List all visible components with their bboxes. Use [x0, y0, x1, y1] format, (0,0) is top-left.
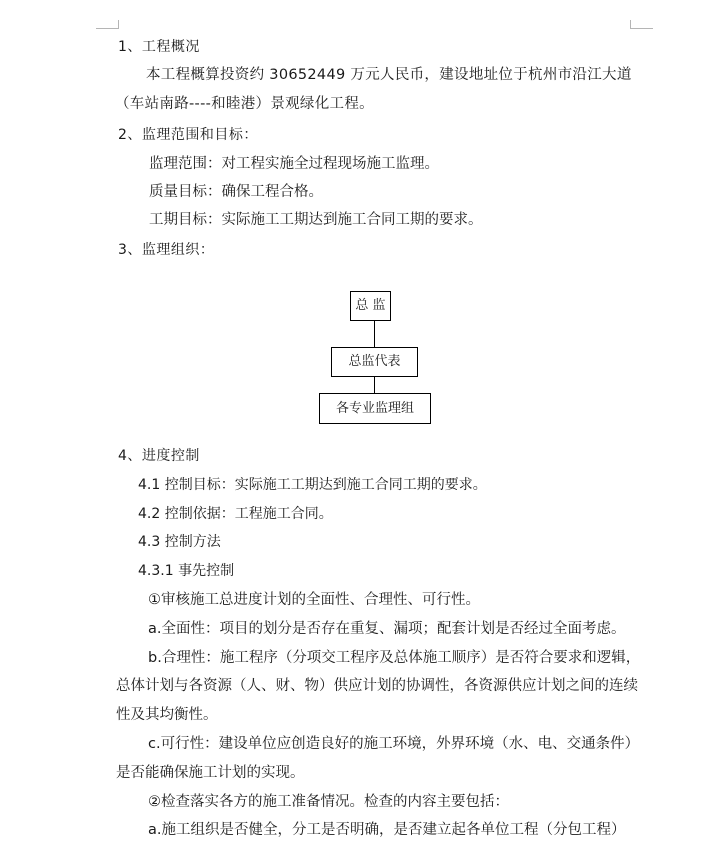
point-c-line-2: 是否能确保施工计划的实现。 — [116, 765, 305, 781]
item-4-3: 4.3 控制方法 — [138, 534, 221, 550]
org-connector-bottom — [374, 377, 375, 393]
point-a-completeness: a.全面性：项目的划分是否存在重复、漏项；配套计划是否经过全面考虑。 — [148, 621, 626, 637]
point-b-line-2: 总体计划与各资源（人、财、物）供应计划的协调性，各资源供应计划之间的连续 — [116, 678, 638, 694]
point-2: ②检查落实各方的施工准备情况。检查的内容主要包括： — [148, 794, 509, 810]
section-2-heading: 2、监理范围和目标： — [118, 127, 258, 143]
section-3-heading: 3、监理组织： — [118, 242, 215, 258]
org-box-specialist-groups: 各专业监理组 — [319, 393, 431, 424]
org-connector-top — [374, 321, 375, 347]
section-1-heading: 1、工程概况 — [118, 39, 200, 55]
section-1-paragraph-line-2: （车站南路----和睦港）景观绿化工程。 — [115, 96, 374, 112]
item-4-1: 4.1 控制目标：实际施工工期达到施工合同工期的要求。 — [138, 477, 487, 493]
item-4-2: 4.2 控制依据：工程施工合同。 — [138, 506, 333, 522]
crop-mark-top-right — [630, 20, 653, 29]
point-b-line-1: b.合理性：施工程序（分项交工程序及总体施工顺序）是否符合要求和逻辑， — [148, 650, 641, 666]
scope-line: 监理范围：对工程实施全过程现场施工监理。 — [149, 156, 439, 172]
crop-mark-top-left — [96, 20, 119, 29]
org-box-deputy-supervisor: 总监代表 — [331, 347, 418, 377]
section-1-paragraph-line-1: 本工程概算投资约 30652449 万元人民币，建设地址位于杭州市沿江大道 — [146, 67, 632, 83]
item-4-3-1: 4.3.1 事先控制 — [138, 563, 235, 579]
schedule-target-line: 工期目标：实际施工工期达到施工合同工期的要求。 — [149, 212, 483, 228]
section-4-heading: 4、进度控制 — [118, 448, 200, 464]
point-c-line-1: c.可行性：建设单位应创造良好的施工环境，外界环境（水、电、交通条件） — [148, 736, 640, 752]
org-box-chief-supervisor: 总 监 — [350, 291, 391, 321]
point-2-a: a.施工组织是否健全，分工是否明确，是否建立起各单位工程（分包工程） — [148, 822, 626, 838]
point-1: ①审核施工总进度计划的全面性、合理性、可行性。 — [148, 592, 480, 608]
quality-target-line: 质量目标：确保工程合格。 — [149, 184, 323, 200]
point-b-line-3: 性及其均衡性。 — [116, 707, 218, 723]
